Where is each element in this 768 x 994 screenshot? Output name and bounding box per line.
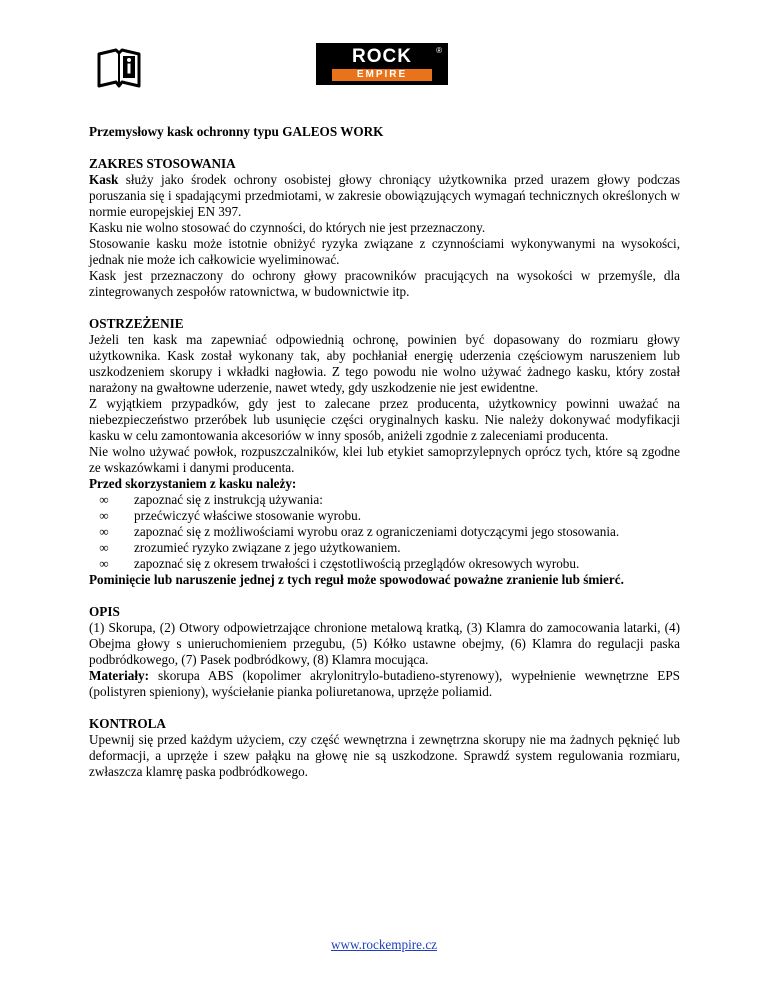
bullet-icon: ∞ [99,492,109,507]
bullet-icon: ∞ [99,540,109,555]
scope-heading: ZAKRES STOSOWANIA [89,156,236,171]
logo-bottom-text: EMPIRE [332,69,432,81]
materials-label: Materiały: [89,668,150,683]
scope-paragraph-3: Stosowanie kasku może istotnie obniżyć ryzyka związane z czynnościami wykonywanymi na wysokości, jednak nie może ich całkowicie wyeliminować. [89,236,680,267]
list-item: ∞ zrozumieć ryzyko związane z jego użytkowaniem. [89,540,680,556]
description-heading: OPIS [89,604,120,619]
scope-bold-word: Kask [89,172,119,187]
list-item: ∞ zapoznać się z instrukcją używania: [89,492,680,508]
scope-paragraph-1 [89,172,680,220]
before-use-heading: Przed skorzystaniem z kasku należy: [89,476,297,491]
description-paragraph: (1) Skorupa, (2) Otwory odpowietrzające chronione metalową kratką, (3) Klamra do zamocowania latarki, (4) Obejma głowy s unieruchomieniem przegubu, (5) Kółko ustawne obejmy, (6) Klamra do regulacji paska podbródkowego, (7) Pasek podbródkowy, (8) Klamra mocująca. [89,620,680,667]
footer [0,937,768,953]
warning-heading: OSTRZEŻENIE [89,316,184,331]
logo-top-text: ROCK [352,46,412,67]
materials-text: skorupa ABS (kopolimer akrylonitrylo-butadieno-styrenowy), wypełnienie wewnętrzne EPS (polistyren spieniony), wyściełanie pianka poliuretanowa, uprzęże poliamid. [89,668,680,699]
scope-p1-text: służy jako środek ochrony osobistej głowy chroniący użytkownika przed urazem głowy podczas poruszania się i spadającymi przedmiotami, w zakresie obowiązujących wymagań technicznych określonych w normie europejskiej EN 397. [89,172,680,219]
before-use-list [89,492,680,572]
document-title: Przemysłowy kask ochronny typu GALEOS WORK [89,124,384,139]
warning-paragraph-3: Nie wolno używać powłok, rozpuszczalników, klei lub etykiet samoprzylepnych oprócz tych, które są zgodne ze wskazówkami i danymi producenta. [89,444,680,475]
warning-final: Pominięcie lub naruszenie jednej z tych reguł może spowodować poważne zranienie lub śmierć. [89,572,624,587]
logo-registered-mark: ® [436,46,442,55]
warning-paragraph-1: Jeżeli ten kask ma zapewniać odpowiednią ochronę, powinien być dopasowany do rozmiaru głowy użytkownika. Kask został wykonany tak, aby pochłaniał energię uderzenia częściowym naruszeniem lub uszkodzeniem skorupy i wkładki nagłowia. Z tego powodu nie wolno używać żadnego kasku, który został narażony na gwałtowne uderzenie, nawet wtedy, gdy uszkodzenie nie jest ewidentne. [89,332,680,395]
control-heading: KONTROLA [89,716,166,731]
bullet-icon: ∞ [99,556,109,571]
warning-paragraph-2: Z wyjątkiem przypadków, gdy jest to zalecane przez producenta, użytkownicy powinni uważać na niebezpieczeństwo przeróbek lub usunięcie części oryginalnych kasku. Nie należy dokonywać modyfikacji kasku w celu zamontowania akcesoriów w inny sposób, aniżeli zgodnie z zaleceniami producenta. [89,396,680,443]
list-item: ∞ przećwiczyć właściwe stosowanie wyrobu. [89,508,680,524]
materials-paragraph [89,668,680,700]
list-item: ∞ zapoznać się z okresem trwałości i częstotliwością przeglądów okresowych wyrobu. [89,556,680,572]
bullet-icon: ∞ [99,508,109,523]
scope-paragraph-2: Kasku nie wolno stosować do czynności, do których nie jest przeznaczony. [89,220,486,235]
bullet-icon: ∞ [99,524,109,539]
website-link[interactable]: www.rockempire.cz [330,937,438,952]
rock-empire-logo [316,43,448,85]
control-paragraph: Upewnij się przed każdym użyciem, czy część wewnętrzna i zewnętrzna skorupy nie ma żadnych pęknięć lub deformacji, a uprzęże i szew pałąku na głowę nie są uszkodzone. Sprawdź system regulowania rozmiaru, zwłaszcza klamrę paska podbródkowego. [89,732,680,779]
scope-paragraph-4: Kask jest przeznaczony do ochrony głowy pracowników pracujących na wysokości w przemyśle, dla zintegrowanych zespołów ratownictwa, w budownictwie itp. [89,268,680,299]
list-item: ∞ zapoznać się z możliwościami wyrobu oraz z ograniczeniami dotyczącymi jego stosowania. [89,524,680,540]
book-info-icon [96,48,142,90]
document-body [89,124,680,780]
